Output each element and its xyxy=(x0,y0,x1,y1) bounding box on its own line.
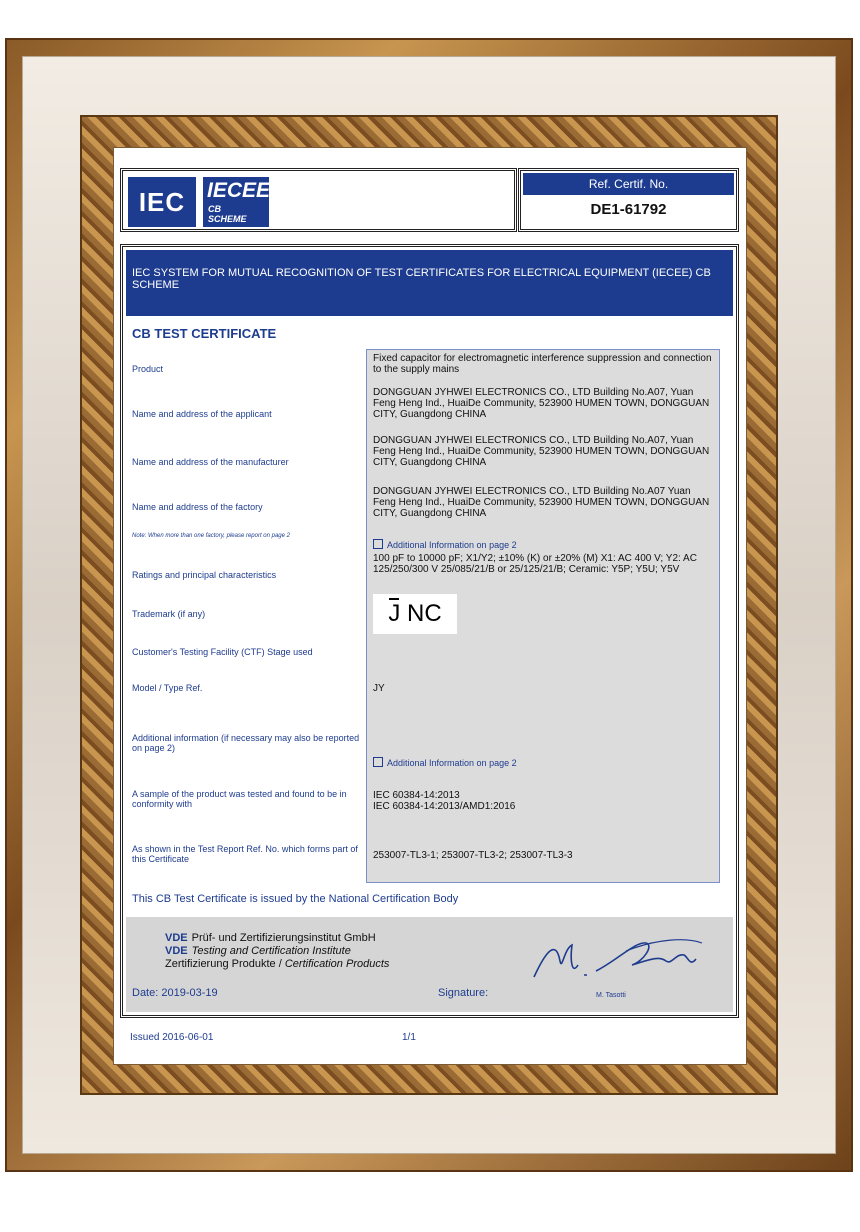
certificate-title: CB TEST CERTIFICATE xyxy=(132,326,277,341)
scheme-banner: IEC SYSTEM FOR MUTUAL RECOGNITION OF TEST CERTIFICATES FOR ELECTRICAL EQUIPMENT (IECEE) CB SCHEME xyxy=(126,250,733,316)
additional-info-label: Additional information (if necessary may also be reported on page 2) xyxy=(132,733,360,753)
ref-certif-number: DE1-61792 xyxy=(590,201,667,218)
conformity-standard-2: IEC 60384-14:2013/AMD1:2016 xyxy=(373,801,516,812)
issued-by-statement: This CB Test Certificate is issued by the National Certification Body xyxy=(132,893,459,905)
model-label: Model / Type Ref. xyxy=(132,683,203,693)
factory-note: Note: When more than one factory, please report on page 2 xyxy=(132,533,290,539)
factory-label: Name and address of the factory xyxy=(132,502,263,512)
checkbox-icon xyxy=(373,539,383,549)
applicant-label: Name and address of the applicant xyxy=(132,409,272,419)
handwritten-signature-icon xyxy=(526,931,706,985)
model-value: JY xyxy=(373,683,385,694)
test-report-value: 253007-TL3-1; 253007-TL3-2; 253007-TL3-3 xyxy=(373,850,573,861)
certification-body-footer xyxy=(126,917,733,1012)
page-number: 1/1 xyxy=(402,1032,416,1043)
signer-name: M. Tasotti xyxy=(596,992,626,999)
trademark-logo: J NC xyxy=(373,594,457,634)
product-value: Fixed capacitor for electromagnetic interference suppression and connection to the supply mains xyxy=(373,353,712,375)
additional-info-checkbox-2[interactable]: Additional Information on page 2 xyxy=(373,757,517,768)
vde-line-2: VDE Testing and Certification Institute xyxy=(165,945,351,957)
additional-info-checkbox-1[interactable]: Additional Information on page 2 xyxy=(373,539,517,550)
iecee-logo-text: IECEE xyxy=(207,179,271,202)
applicant-value: DONGGUAN JYHWEI ELECTRONICS CO., LTD Building No.A07, Yuan Feng Heng Ind., HuaiDe Community, 523900 HUMEN TOWN, DONGGUAN CITY, Guangdong CHINA xyxy=(373,387,710,420)
iecee-logo xyxy=(203,177,269,227)
manufacturer-label: Name and address of the manufacturer xyxy=(132,457,289,467)
cb-scheme-text: CB SCHEME xyxy=(208,204,247,224)
vde-line-1: VDE Prüf- und Zertifizierungsinstitut GmbH xyxy=(165,932,376,944)
issued-date: Issued 2016-06-01 xyxy=(130,1032,214,1043)
manufacturer-value: DONGGUAN JYHWEI ELECTRONICS CO., LTD Building No.A07, Yuan Feng Heng Ind., HuaiDe Community, 523900 HUMEN TOWN, DONGGUAN CITY, Guangdong CHINA xyxy=(373,435,710,468)
ratings-label: Ratings and principal characteristics xyxy=(132,570,277,580)
ratings-value: 100 pF to 10000 pF; X1/Y2; ±10% (K) or ±20% (M) X1: AC 400 V; Y2: AC 125/250/300 V 25/085/21/B or 25/125/21/B; Ceramic: Y5P; Y5U; Y5V xyxy=(373,553,697,575)
checkbox-icon xyxy=(373,757,383,767)
trademark-label: Trademark (if any) xyxy=(132,609,206,619)
product-label: Product xyxy=(132,364,164,374)
conformity-label: A sample of the product was tested and found to be in conformity with xyxy=(132,789,347,809)
certificate-body xyxy=(120,244,739,1018)
ctf-label: Customer's Testing Facility (CTF) Stage used xyxy=(132,647,313,657)
factory-value: DONGGUAN JYHWEI ELECTRONICS CO., LTD Building No.A07 Yuan Feng Heng Ind., HuaiDe Community, 523900 HUMEN TOWN, DONGGUAN CITY, Guangdong CHINA xyxy=(373,486,710,519)
vde-line-3: Zertifizierung Produkte / Certification Products xyxy=(165,958,390,970)
ref-certif-label: Ref. Certif. No. xyxy=(523,173,734,195)
conformity-standard-1: IEC 60384-14:2013 xyxy=(373,790,460,801)
logo-box xyxy=(120,168,517,232)
ref-certif-box xyxy=(518,168,739,232)
test-report-label: As shown in the Test Report Ref. No. which forms part of this Certificate xyxy=(132,844,358,864)
iec-logo: IEC xyxy=(128,177,196,227)
certificate-date: Date: 2019-03-19 xyxy=(132,987,218,999)
certificate-header xyxy=(120,168,739,232)
signature-label: Signature: xyxy=(438,987,489,999)
